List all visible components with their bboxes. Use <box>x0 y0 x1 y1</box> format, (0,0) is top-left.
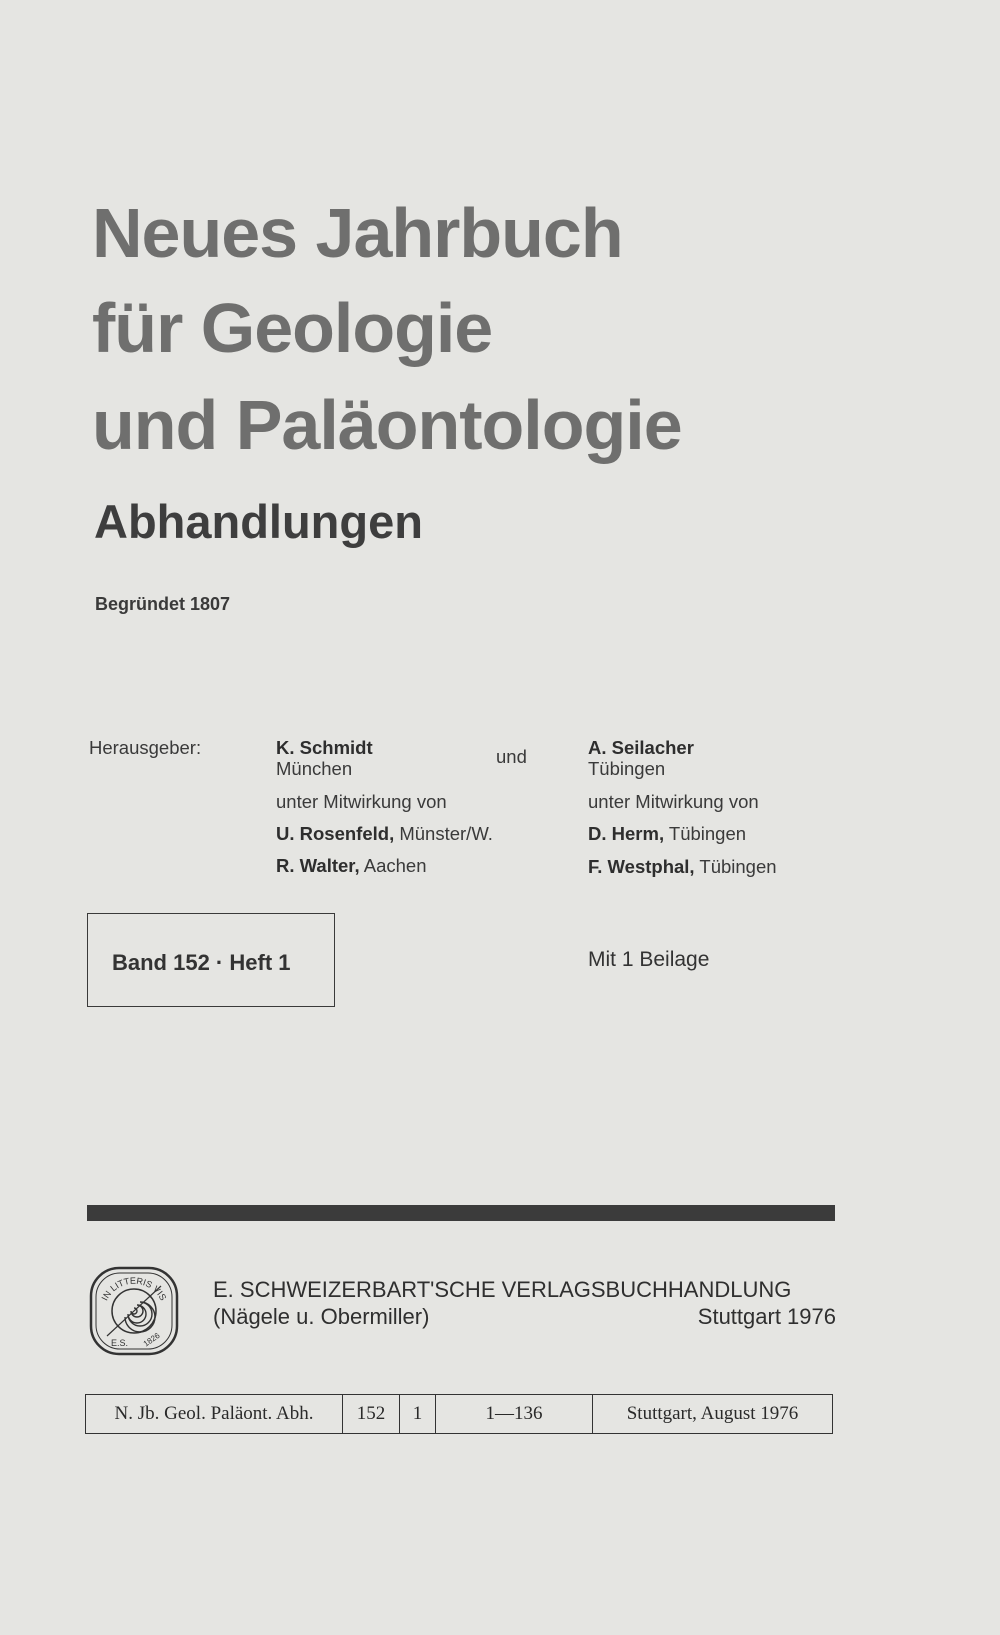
journal-title-line-3: und Paläontologie <box>92 386 682 464</box>
editor-left-collab-label: unter Mitwirkung von <box>276 791 447 812</box>
editors-conjunction: und <box>496 746 527 767</box>
founded-year: Begründet 1807 <box>95 594 231 614</box>
collaborator-westphal: F. Westphal, Tübingen <box>588 856 777 877</box>
editor-left-city: München <box>276 758 353 779</box>
editors-label: Herausgeber: <box>89 737 202 758</box>
journal-title-line-2: für Geologie <box>92 289 493 367</box>
seal-year: 1826 <box>141 1330 162 1349</box>
publisher-place-year: Stuttgart 1976 <box>697 1304 836 1329</box>
seal-motto: IN LITTERIS VIS <box>99 1275 169 1303</box>
citation-journal-abbr: N. Jb. Geol. Paläont. Abh. <box>86 1395 343 1433</box>
citation-volume: 152 <box>343 1395 400 1433</box>
citation-place-date: Stuttgart, August 1976 <box>626 1403 799 1424</box>
journal-subtitle: Abhandlungen <box>94 495 423 548</box>
supplement-note: Mit 1 Beilage <box>588 948 710 971</box>
band-heft-label: Band 152 · Heft 1 <box>112 950 291 975</box>
divider-rule <box>87 1205 835 1221</box>
collaborator-walter: R. Walter, Aachen <box>276 855 427 876</box>
seal-initials: E.S. <box>111 1338 129 1348</box>
editor-left-name: K. Schmidt <box>276 737 373 758</box>
publisher-owners: (Nägele u. Obermiller) <box>213 1304 430 1329</box>
citation-table <box>85 1394 833 1434</box>
citation-issue: 1 <box>400 1395 436 1433</box>
publisher-name: E. SCHWEIZERBART'SCHE VERLAGSBUCHHANDLUNG <box>213 1277 792 1302</box>
journal-title-line-1: Neues Jahrbuch <box>92 194 623 272</box>
editor-right-collab-label: unter Mitwirkung von <box>588 791 759 812</box>
publisher-block <box>213 1276 836 1330</box>
editor-right-city: Tübingen <box>588 758 666 779</box>
publisher-seal-icon <box>89 1266 179 1356</box>
collaborator-herm: D. Herm, Tübingen <box>588 823 747 844</box>
collaborator-rosenfeld: U. Rosenfeld, Münster/W. <box>276 823 493 844</box>
citation-pages: 1—136 <box>436 1395 593 1433</box>
editor-right-name: A. Seilacher <box>588 737 694 758</box>
